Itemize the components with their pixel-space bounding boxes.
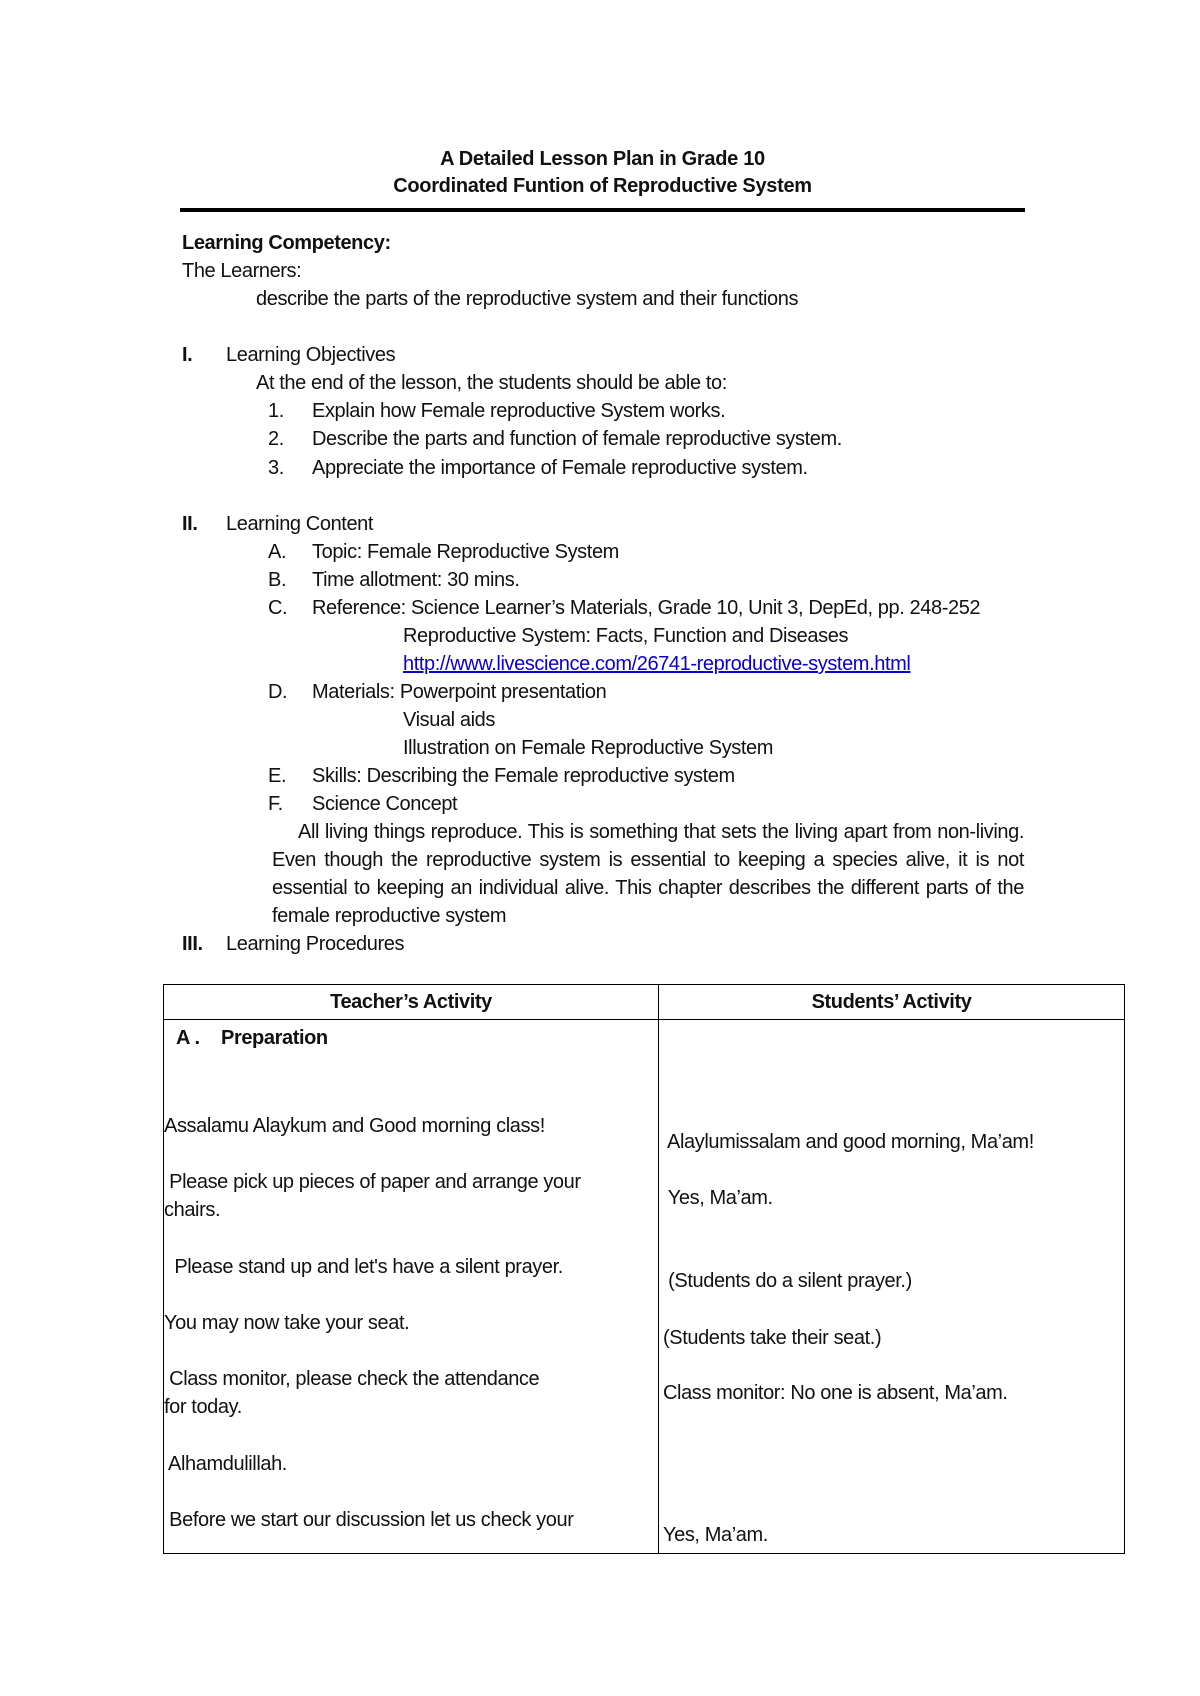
teacher-line: Assalamu Alaykum and Good morning class!: [164, 1115, 545, 1137]
reference-link[interactable]: http://www.livescience.com/26741-reproductive-system.html: [403, 653, 911, 675]
content-heading: Learning Content: [226, 513, 374, 535]
content-numeral: II.: [182, 513, 198, 535]
student-line: Class monitor: No one is absent, Ma’am.: [663, 1382, 1008, 1404]
procedures-numeral: III.: [182, 933, 203, 955]
title-line-2: Coordinated Funtion of Reproductive System: [393, 175, 812, 197]
teacher-line: Please pick up pieces of paper and arrange your: [164, 1171, 581, 1193]
content-letter: D.: [268, 681, 288, 703]
teacher-line: Class monitor, please check the attendance: [164, 1368, 540, 1390]
procedures-table: [163, 984, 1125, 1554]
objective-number: 3.: [268, 457, 284, 479]
teacher-line: Alhamdulillah.: [164, 1453, 287, 1475]
competency-heading: Learning Competency:: [182, 232, 391, 254]
objective-number: 1.: [268, 400, 284, 422]
objectives-numeral: I.: [182, 344, 193, 366]
student-line: Alaylumissalam and good morning, Ma’am!: [663, 1131, 1034, 1153]
teacher-activity-header: Teacher’s Activity: [330, 991, 492, 1013]
student-line: Yes, Ma’am.: [663, 1524, 768, 1546]
content-reference-extra: Reproductive System: Facts, Function and Diseases: [403, 625, 849, 647]
teacher-line: You may now take your seat.: [164, 1312, 410, 1334]
content-time-allotment: Time allotment: 30 mins.: [312, 569, 520, 591]
student-line: (Students do a silent prayer.): [663, 1270, 912, 1292]
content-letter: F.: [268, 793, 283, 815]
content-letter: C.: [268, 597, 288, 619]
content-materials: Materials: Powerpoint presentation: [312, 681, 607, 703]
learners-label: The Learners:: [182, 260, 302, 282]
section-letter: A .: [176, 1027, 200, 1049]
table-header-divider: [164, 1019, 1124, 1020]
objectives-intro: At the end of the lesson, the students should be able to:: [256, 372, 727, 394]
content-skills: Skills: Describing the Female reproductive system: [312, 765, 735, 787]
student-line: Yes, Ma’am.: [663, 1187, 773, 1209]
teacher-line: Please stand up and let's have a silent prayer.: [164, 1256, 563, 1278]
materials-item: Illustration on Female Reproductive System: [403, 737, 774, 759]
content-reference: Reference: Science Learner’s Materials, Grade 10, Unit 3, DepEd, pp. 248-252: [312, 597, 981, 619]
competency-statement: describe the parts of the reproductive system and their functions: [256, 288, 799, 310]
title-line-1: A Detailed Lesson Plan in Grade 10: [440, 148, 765, 170]
title-divider: [180, 208, 1025, 212]
student-line: (Students take their seat.): [663, 1327, 882, 1349]
objectives-heading: Learning Objectives: [226, 344, 396, 366]
section-title: Preparation: [221, 1027, 328, 1049]
content-letter: E.: [268, 765, 287, 787]
content-letter: B.: [268, 569, 287, 591]
teacher-line: Before we start our discussion let us check your: [164, 1509, 574, 1531]
teacher-line: for today.: [164, 1396, 242, 1418]
content-letter: A.: [268, 541, 287, 563]
objective-text: Explain how Female reproductive System works.: [312, 400, 726, 422]
procedures-heading: Learning Procedures: [226, 933, 405, 955]
content-science-concept: Science Concept: [312, 793, 458, 815]
students-activity-header: Students’ Activity: [811, 991, 972, 1013]
objective-text: Describe the parts and function of female reproductive system.: [312, 428, 842, 450]
teacher-line: chairs.: [164, 1199, 221, 1221]
objective-text: Appreciate the importance of Female reproductive system.: [312, 457, 808, 479]
science-concept-paragraph: All living things reproduce. This is something that sets the living apart from non-living. Even though the reproductive system is essential to keeping a species alive, it is not essential to keeping an individual alive. This chapter describes the different parts of the female reproductive system: [272, 821, 1024, 927]
document-title: [180, 146, 1025, 200]
objective-number: 2.: [268, 428, 284, 450]
materials-item: Visual aids: [403, 709, 495, 731]
table-column-divider: [658, 985, 659, 1553]
content-topic: Topic: Female Reproductive System: [312, 541, 619, 563]
